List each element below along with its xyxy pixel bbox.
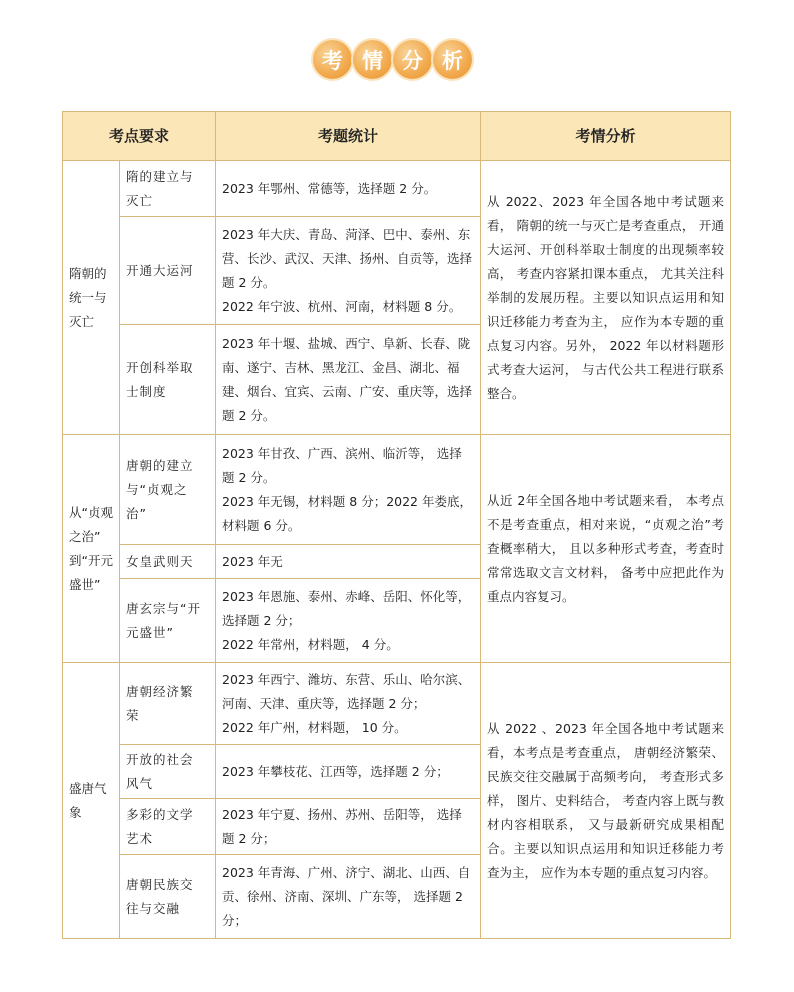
subtopic-line: 唐朝经济繁 xyxy=(126,683,194,699)
statistics-line: 2023 年大庆、青岛、菏泽、巴中、泰州、东营、长沙、武汉、天津、扬州、自贡等，选择题 2 分。 xyxy=(222,226,473,290)
analysis-cell: 从近 2年全国各地中考试题来看， 本考点不是考查重点，相对来说，“贞观之治”考查概率稍大， 且以多种形式考查，考查时常常选取文言文材料， 备考中应把此作为重点内容复习。 xyxy=(481,435,731,663)
statistics-cell xyxy=(216,855,481,939)
statistics-line: 2023 年攀枝花、江西等，选择题 2 分； xyxy=(222,763,449,779)
subtopic-line: 开通大运河 xyxy=(126,262,194,278)
subtopic-line: 隋的建立与 xyxy=(126,168,194,184)
statistics-cell xyxy=(216,745,481,799)
subtopic-line: 开创科举取 xyxy=(126,359,194,375)
subtopic-cell xyxy=(120,745,216,799)
subtopic-cell xyxy=(120,325,216,435)
subtopic-cell xyxy=(120,855,216,939)
topic-cell xyxy=(63,663,120,939)
subtopic-line: 荣 xyxy=(126,707,140,723)
subtopic-line: 开放的社会 xyxy=(126,751,194,767)
table-row xyxy=(63,161,731,217)
header-analysis: 考情分析 xyxy=(481,112,731,161)
topic-line: 到“开元 xyxy=(69,552,113,568)
subtopic-line: 元盛世” xyxy=(126,624,174,640)
subtopic-line: 艺术 xyxy=(126,830,154,846)
topic-line: 盛唐气 xyxy=(69,780,107,796)
statistics-line: 2023 年十堰、盐城、西宁、阜新、长春、陇南、遂宁、吉林、黑龙江、金昌、湖北、福建、烟台、宜宾、云南、广安、重庆等，选择题 2 分。 xyxy=(222,335,473,423)
banner-char: 情 xyxy=(353,40,392,79)
subtopic-line: 唐朝的建立 xyxy=(126,457,194,473)
subtopic-cell xyxy=(120,799,216,855)
subtopic-line: 与“贞观之 xyxy=(126,481,188,497)
table-row xyxy=(63,435,731,545)
banner-char: 考 xyxy=(313,40,352,79)
subtopic-line: 女皇武则天 xyxy=(126,553,194,569)
subtopic-line: 唐朝民族交 xyxy=(126,876,194,892)
statistics-line: 2023 年甘孜、广西、滨州、临沂等， 选择题 2 分。 xyxy=(222,445,462,485)
subtopic-line: 灭亡 xyxy=(126,192,154,208)
subtopic-cell xyxy=(120,663,216,745)
statistics-cell xyxy=(216,663,481,745)
subtopic-cell xyxy=(120,545,216,579)
analysis-cell: 从 2022、2023 年全国各地中考试题来看， 隋朝的统一与灭亡是考查重点， 开通大运河、开创科举取士制度的出现频率较高， 考查内容紧扣课本重点， 尤其关注科举制的发展历程。主要以知识点运用和知识迁移能力考查为主， 应作为本专题的重点复习内容。另外， 2022 年以材料题形式考查大运河， 与古代公共工程进行联系整合。 xyxy=(481,161,731,435)
subtopic-cell xyxy=(120,161,216,217)
topic-line: 从“贞观 xyxy=(69,504,113,520)
statistics-line: 2022 年宁波、杭州、河南，材料题 8 分。 xyxy=(222,298,462,314)
statistics-cell xyxy=(216,161,481,217)
topic-cell xyxy=(63,161,120,435)
statistics-cell xyxy=(216,217,481,325)
statistics-cell xyxy=(216,579,481,663)
subtopic-cell xyxy=(120,435,216,545)
banner-char: 分 xyxy=(393,40,432,79)
statistics-line: 2023 年宁夏、扬州、苏州、岳阳等， 选择题 2 分； xyxy=(222,806,462,846)
banner-char: 析 xyxy=(433,40,472,79)
topic-line: 灭亡 xyxy=(69,313,95,329)
topic-line: 盛世” xyxy=(69,576,101,592)
topic-cell xyxy=(63,435,120,663)
subtopic-line: 多彩的文学 xyxy=(126,806,194,822)
table-row xyxy=(63,663,731,745)
subtopic-line: 往与交融 xyxy=(126,900,181,916)
section-banner xyxy=(313,40,472,79)
subtopic-cell xyxy=(120,579,216,663)
topic-line: 隋朝的 xyxy=(69,265,107,281)
exam-analysis-table xyxy=(62,111,731,939)
subtopic-cell xyxy=(120,217,216,325)
statistics-cell xyxy=(216,435,481,545)
subtopic-line: 风气 xyxy=(126,775,154,791)
statistics-line: 2023 年恩施、泰州、赤峰、岳阳、怀化等，选择题 2 分； xyxy=(222,588,471,628)
header-requirement: 考点要求 xyxy=(63,112,216,161)
subtopic-line: 治” xyxy=(126,505,147,521)
statistics-line: 2023 年鄂州、常德等，选择题 2 分。 xyxy=(222,180,437,196)
table-header-row xyxy=(63,112,731,161)
statistics-cell xyxy=(216,799,481,855)
statistics-line: 2022 年常州，材料题， 4 分。 xyxy=(222,636,399,652)
statistics-line: 2022 年广州，材料题， 10 分。 xyxy=(222,719,407,735)
statistics-cell xyxy=(216,545,481,579)
statistics-line: 2023 年无锡，材料题 8 分；2022 年娄底，材料题 6 分。 xyxy=(222,493,472,533)
topic-line: 之治” xyxy=(69,528,101,544)
subtopic-line: 士制度 xyxy=(126,383,167,399)
statistics-line: 2023 年青海、广州、济宁、湖北、山西、自贡、徐州、济南、深圳、广东等， 选择题 2 分； xyxy=(222,864,471,928)
statistics-line: 2023 年西宁、潍坊、东营、乐山、哈尔滨、河南、天津、重庆等，选择题 2 分； xyxy=(222,671,471,711)
topic-line: 象 xyxy=(69,804,82,820)
analysis-cell: 从 2022 、2023 年全国各地中考试题来看，本考点是考查重点， 唐朝经济繁荣、民族交往交融属于高频考向， 考查形式多样， 图片、史料结合， 考查内容上既与教材内容相联系， 又与最新研究成果相配合。主要以知识点运用和知识迁移能力考查为主， 应作为本专题的重点复习内容。 xyxy=(481,663,731,939)
statistics-cell xyxy=(216,325,481,435)
header-statistics: 考题统计 xyxy=(216,112,481,161)
statistics-line: 2023 年无 xyxy=(222,553,283,569)
subtopic-line: 唐玄宗与“开 xyxy=(126,600,201,616)
topic-line: 统一与 xyxy=(69,289,107,305)
